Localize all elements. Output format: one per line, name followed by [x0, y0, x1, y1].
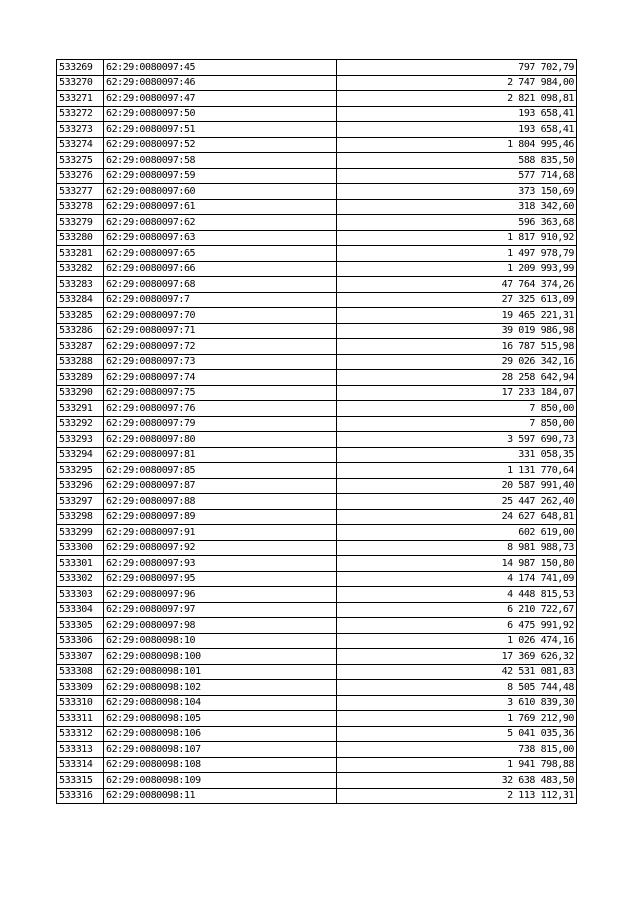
cadastral-number-cell: 62:29:0080097:60 [104, 184, 337, 200]
cadastral-value-cell: 2 113 112,31 [337, 788, 577, 804]
cadastral-number-cell: 62:29:0080098:108 [104, 757, 337, 773]
cadastral-value-cell: 331 058,35 [337, 447, 577, 463]
cadastral-number-cell: 62:29:0080097:97 [104, 602, 337, 618]
cadastral-number-cell: 62:29:0080097:62 [104, 215, 337, 231]
cadastral-value-cell: 4 174 741,09 [337, 571, 577, 587]
table-row [57, 323, 577, 339]
cadastral-value-cell: 2 747 984,00 [337, 75, 577, 91]
cadastral-value-cell: 1 817 910,92 [337, 230, 577, 246]
cadastral-value-cell: 20 587 991,40 [337, 478, 577, 494]
cadastral-value-cell: 19 465 221,31 [337, 308, 577, 324]
table-row [57, 602, 577, 618]
cadastral-value-cell: 1 026 474,16 [337, 633, 577, 649]
row-id-cell: 533269 [57, 60, 104, 76]
cadastral-number-cell: 62:29:0080098:104 [104, 695, 337, 711]
row-id-cell: 533276 [57, 168, 104, 184]
row-id-cell: 533294 [57, 447, 104, 463]
cadastral-value-cell: 6 475 991,92 [337, 618, 577, 634]
cadastral-number-cell: 62:29:0080097:73 [104, 354, 337, 370]
table-row [57, 215, 577, 231]
cadastral-number-cell: 62:29:0080098:106 [104, 726, 337, 742]
table-row [57, 416, 577, 432]
cadastral-number-cell: 62:29:0080097:59 [104, 168, 337, 184]
row-id-cell: 533316 [57, 788, 104, 804]
cadastral-value-cell: 193 658,41 [337, 106, 577, 122]
row-id-cell: 533274 [57, 137, 104, 153]
cadastral-number-cell: 62:29:0080098:101 [104, 664, 337, 680]
cadastral-number-cell: 62:29:0080097:85 [104, 463, 337, 479]
cadastral-value-cell: 797 702,79 [337, 60, 577, 76]
cadastral-number-cell: 62:29:0080097:51 [104, 122, 337, 138]
row-id-cell: 533296 [57, 478, 104, 494]
table-row [57, 633, 577, 649]
row-id-cell: 533311 [57, 711, 104, 727]
table-row [57, 184, 577, 200]
cadastral-number-cell: 62:29:0080097:74 [104, 370, 337, 386]
table-row [57, 354, 577, 370]
cadastral-value-cell: 39 019 986,98 [337, 323, 577, 339]
cadastral-number-cell: 62:29:0080097:98 [104, 618, 337, 634]
table-row [57, 91, 577, 107]
row-id-cell: 533272 [57, 106, 104, 122]
cadastral-value-cell: 738 815,00 [337, 742, 577, 758]
cadastral-value-cell: 596 363,68 [337, 215, 577, 231]
cadastral-number-cell: 62:29:0080097:89 [104, 509, 337, 525]
row-id-cell: 533306 [57, 633, 104, 649]
table-row [57, 308, 577, 324]
cadastral-value-cell: 32 638 483,50 [337, 773, 577, 789]
cadastral-value-cell: 588 835,50 [337, 153, 577, 169]
cadastral-value-cell: 4 448 815,53 [337, 587, 577, 603]
table-row [57, 339, 577, 355]
table-row [57, 664, 577, 680]
row-id-cell: 533290 [57, 385, 104, 401]
cadastral-number-cell: 62:29:0080098:100 [104, 649, 337, 665]
table-row [57, 478, 577, 494]
table-row [57, 199, 577, 215]
row-id-cell: 533310 [57, 695, 104, 711]
table-row [57, 571, 577, 587]
table-row [57, 153, 577, 169]
cadastral-value-cell: 3 610 839,30 [337, 695, 577, 711]
table-row [57, 695, 577, 711]
row-id-cell: 533280 [57, 230, 104, 246]
cadastral-value-cell: 1 804 995,46 [337, 137, 577, 153]
cadastral-number-cell: 62:29:0080097:71 [104, 323, 337, 339]
cadastral-number-cell: 62:29:0080097:95 [104, 571, 337, 587]
row-id-cell: 533278 [57, 199, 104, 215]
cadastral-value-cell: 602 619,00 [337, 525, 577, 541]
cadastral-number-cell: 62:29:0080097:80 [104, 432, 337, 448]
table-row [57, 168, 577, 184]
cadastral-value-cell: 3 597 690,73 [337, 432, 577, 448]
cadastral-number-cell: 62:29:0080098:109 [104, 773, 337, 789]
cadastral-value-cell: 577 714,68 [337, 168, 577, 184]
cadastral-number-cell: 62:29:0080097:88 [104, 494, 337, 510]
table-row [57, 230, 577, 246]
cadastral-value-cell: 17 369 626,32 [337, 649, 577, 665]
cadastral-value-cell: 1 769 212,90 [337, 711, 577, 727]
row-id-cell: 533308 [57, 664, 104, 680]
row-id-cell: 533300 [57, 540, 104, 556]
cadastral-value-cell: 25 447 262,40 [337, 494, 577, 510]
row-id-cell: 533287 [57, 339, 104, 355]
row-id-cell: 533271 [57, 91, 104, 107]
table-row [57, 742, 577, 758]
table-row [57, 540, 577, 556]
row-id-cell: 533303 [57, 587, 104, 603]
cadastral-value-cell: 2 821 098,81 [337, 91, 577, 107]
table-body [57, 60, 577, 804]
row-id-cell: 533270 [57, 75, 104, 91]
table-row [57, 525, 577, 541]
table-row [57, 711, 577, 727]
row-id-cell: 533284 [57, 292, 104, 308]
cadastral-value-cell: 8 505 744,48 [337, 680, 577, 696]
table-row [57, 75, 577, 91]
cadastral-value-cell: 1 941 798,88 [337, 757, 577, 773]
cadastral-value-cell: 29 026 342,16 [337, 354, 577, 370]
table-row [57, 556, 577, 572]
cadastral-value-cell: 24 627 648,81 [337, 509, 577, 525]
table-row [57, 773, 577, 789]
row-id-cell: 533291 [57, 401, 104, 417]
row-id-cell: 533277 [57, 184, 104, 200]
cadastral-value-cell: 16 787 515,98 [337, 339, 577, 355]
row-id-cell: 533286 [57, 323, 104, 339]
table-row [57, 246, 577, 262]
table-row [57, 137, 577, 153]
cadastral-value-cell: 7 850,00 [337, 416, 577, 432]
table-row [57, 447, 577, 463]
cadastral-number-cell: 62:29:0080097:87 [104, 478, 337, 494]
table-row [57, 494, 577, 510]
cadastral-value-cell: 5 041 035,36 [337, 726, 577, 742]
cadastral-number-cell: 62:29:0080097:76 [104, 401, 337, 417]
table-row [57, 106, 577, 122]
row-id-cell: 533275 [57, 153, 104, 169]
table-row [57, 587, 577, 603]
cadastral-value-cell: 17 233 184,07 [337, 385, 577, 401]
cadastral-number-cell: 62:29:0080097:7 [104, 292, 337, 308]
table-row [57, 60, 577, 76]
row-id-cell: 533315 [57, 773, 104, 789]
cadastral-number-cell: 62:29:0080098:102 [104, 680, 337, 696]
table-row [57, 292, 577, 308]
cadastral-number-cell: 62:29:0080097:79 [104, 416, 337, 432]
table-row [57, 261, 577, 277]
cadastral-number-cell: 62:29:0080097:65 [104, 246, 337, 262]
cadastral-number-cell: 62:29:0080097:81 [104, 447, 337, 463]
table-row [57, 122, 577, 138]
row-id-cell: 533288 [57, 354, 104, 370]
row-id-cell: 533295 [57, 463, 104, 479]
table-row [57, 277, 577, 293]
table-row [57, 370, 577, 386]
cadastral-number-cell: 62:29:0080097:92 [104, 540, 337, 556]
cadastral-value-cell: 1 209 993,99 [337, 261, 577, 277]
cadastral-number-cell: 62:29:0080097:70 [104, 308, 337, 324]
cadastral-number-cell: 62:29:0080097:93 [104, 556, 337, 572]
row-id-cell: 533273 [57, 122, 104, 138]
cadastral-number-cell: 62:29:0080097:96 [104, 587, 337, 603]
cadastral-value-cell: 373 150,69 [337, 184, 577, 200]
cadastral-value-cell: 1 131 770,64 [337, 463, 577, 479]
cadastral-value-cell: 6 210 722,67 [337, 602, 577, 618]
row-id-cell: 533282 [57, 261, 104, 277]
cadastral-number-cell: 62:29:0080097:91 [104, 525, 337, 541]
cadastral-number-cell: 62:29:0080097:63 [104, 230, 337, 246]
table-row [57, 432, 577, 448]
cadastral-number-cell: 62:29:0080097:72 [104, 339, 337, 355]
row-id-cell: 533302 [57, 571, 104, 587]
cadastral-value-cell: 28 258 642,94 [337, 370, 577, 386]
row-id-cell: 533283 [57, 277, 104, 293]
table-row [57, 649, 577, 665]
cadastral-number-cell: 62:29:0080097:61 [104, 199, 337, 215]
cadastral-number-cell: 62:29:0080097:75 [104, 385, 337, 401]
table-row [57, 618, 577, 634]
cadastral-number-cell: 62:29:0080097:58 [104, 153, 337, 169]
table-row [57, 385, 577, 401]
row-id-cell: 533293 [57, 432, 104, 448]
row-id-cell: 533279 [57, 215, 104, 231]
cadastral-number-cell: 62:29:0080097:45 [104, 60, 337, 76]
row-id-cell: 533298 [57, 509, 104, 525]
cadastral-number-cell: 62:29:0080098:11 [104, 788, 337, 804]
row-id-cell: 533281 [57, 246, 104, 262]
cadastral-value-cell: 47 764 374,26 [337, 277, 577, 293]
cadastral-number-cell: 62:29:0080097:52 [104, 137, 337, 153]
row-id-cell: 533313 [57, 742, 104, 758]
table-row [57, 680, 577, 696]
table-row [57, 509, 577, 525]
row-id-cell: 533307 [57, 649, 104, 665]
row-id-cell: 533301 [57, 556, 104, 572]
cadastral-value-cell: 193 658,41 [337, 122, 577, 138]
cadastral-value-cell: 27 325 613,09 [337, 292, 577, 308]
cadastral-value-cell: 14 987 150,80 [337, 556, 577, 572]
cadastral-value-cell: 1 497 978,79 [337, 246, 577, 262]
table-row [57, 726, 577, 742]
row-id-cell: 533292 [57, 416, 104, 432]
row-id-cell: 533309 [57, 680, 104, 696]
row-id-cell: 533305 [57, 618, 104, 634]
row-id-cell: 533299 [57, 525, 104, 541]
cadastral-number-cell: 62:29:0080098:107 [104, 742, 337, 758]
row-id-cell: 533289 [57, 370, 104, 386]
row-id-cell: 533312 [57, 726, 104, 742]
row-id-cell: 533304 [57, 602, 104, 618]
cadastral-number-cell: 62:29:0080098:105 [104, 711, 337, 727]
cadastral-value-cell: 318 342,60 [337, 199, 577, 215]
row-id-cell: 533285 [57, 308, 104, 324]
cadastral-value-table [56, 59, 577, 804]
cadastral-number-cell: 62:29:0080097:46 [104, 75, 337, 91]
table-row [57, 788, 577, 804]
cadastral-number-cell: 62:29:0080097:68 [104, 277, 337, 293]
cadastral-number-cell: 62:29:0080097:47 [104, 91, 337, 107]
row-id-cell: 533297 [57, 494, 104, 510]
cadastral-number-cell: 62:29:0080097:50 [104, 106, 337, 122]
row-id-cell: 533314 [57, 757, 104, 773]
cadastral-value-cell: 8 981 988,73 [337, 540, 577, 556]
table-row [57, 463, 577, 479]
cadastral-value-cell: 42 531 081,83 [337, 664, 577, 680]
table-row [57, 401, 577, 417]
cadastral-number-cell: 62:29:0080098:10 [104, 633, 337, 649]
cadastral-number-cell: 62:29:0080097:66 [104, 261, 337, 277]
cadastral-value-cell: 7 850,00 [337, 401, 577, 417]
table-row [57, 757, 577, 773]
